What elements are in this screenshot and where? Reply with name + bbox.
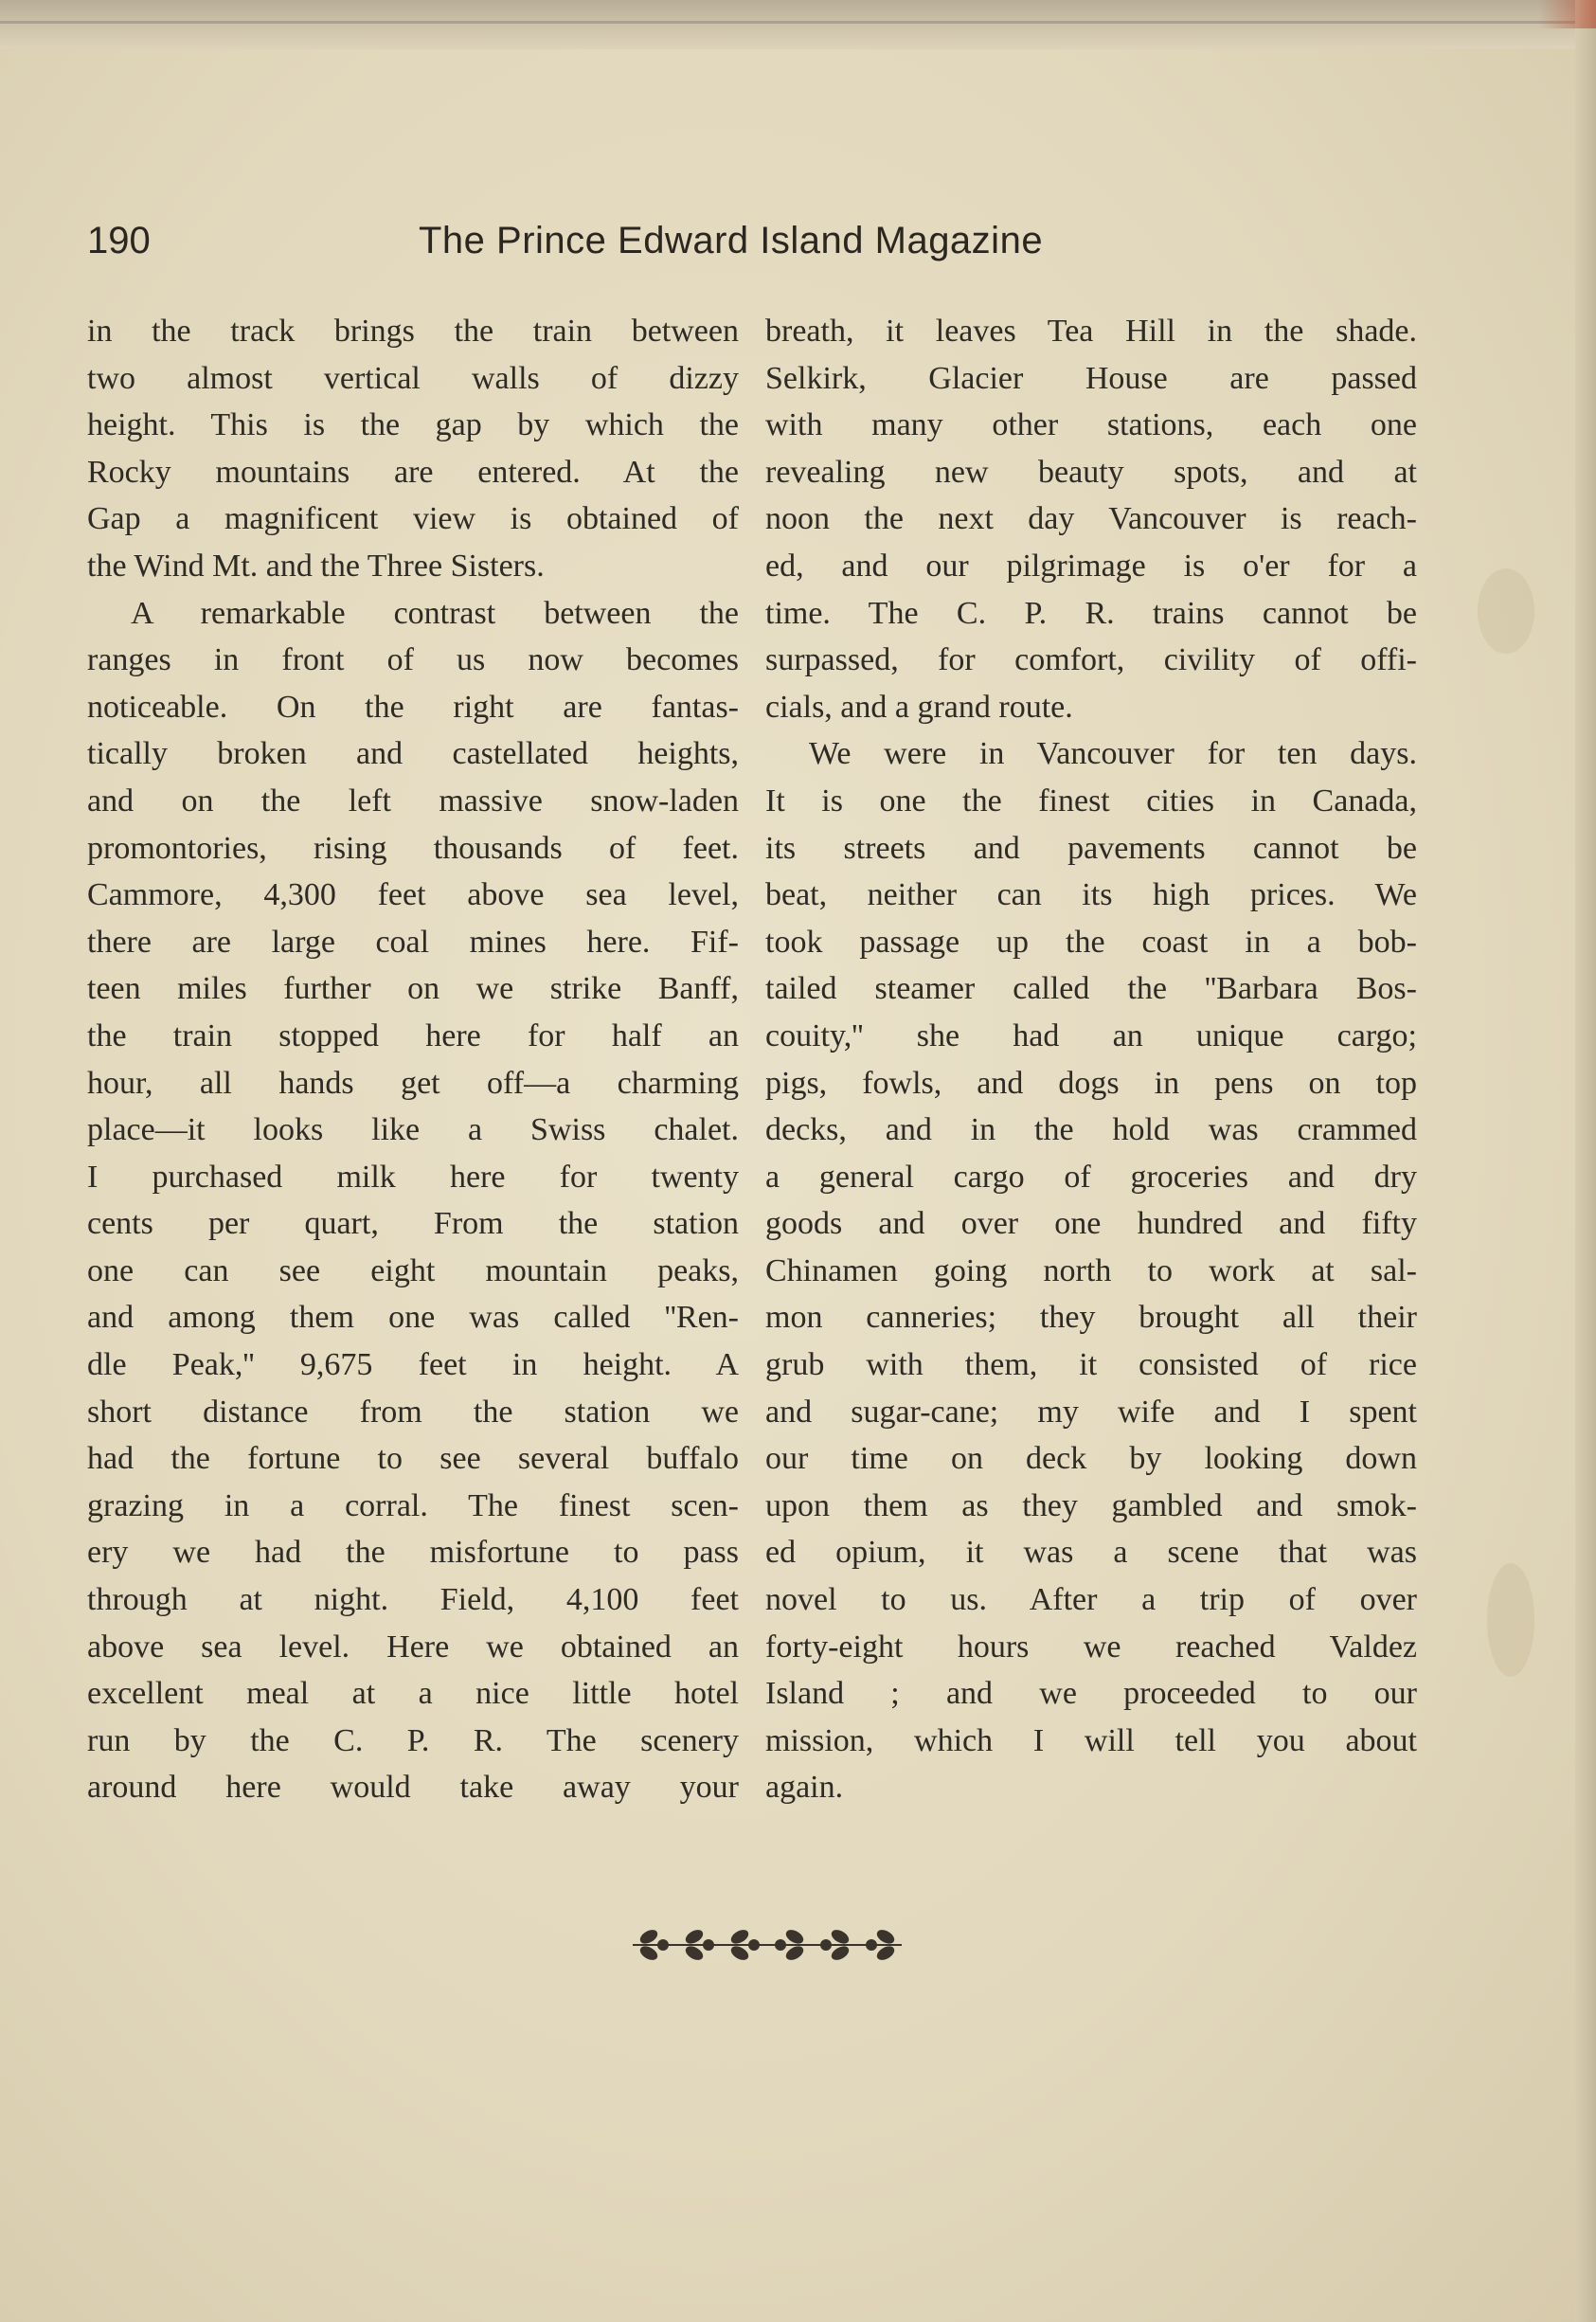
text-line: place—it looks like a Swiss chalet. — [87, 1112, 739, 1148]
text-line: teen miles further on we strike Banff, — [87, 971, 739, 1007]
text-line: ranges in front of us now becomes — [87, 642, 739, 678]
text-line: Selkirk, Glacier House are passed — [765, 360, 1417, 396]
text-line: revealing new beauty spots, and at — [765, 454, 1417, 490]
text-line: time. The C. P. R. trains cannot be — [765, 595, 1417, 631]
text-line: took passage up the coast in a bob- — [765, 924, 1417, 960]
left-column — [87, 308, 739, 1811]
text-line: tically broken and castellated heights, — [87, 736, 739, 772]
text-line: Chinamen going north to work at sal- — [765, 1252, 1417, 1288]
text-line: surpassed, for comfort, civility of offi- — [765, 642, 1417, 678]
page-top-shadow — [0, 0, 1596, 49]
page-number: 190 — [87, 220, 151, 261]
text-line: around here would take away your — [87, 1770, 739, 1806]
text-line: the Wind Mt. and the Three Sisters. — [87, 548, 545, 584]
text-line: promontories, rising thousands of feet. — [87, 830, 739, 866]
foxing-spot — [1487, 1563, 1534, 1677]
text-line: I purchased milk here for twenty — [87, 1159, 739, 1195]
text-line: Gap a magnificent view is obtained of — [87, 501, 739, 537]
page-corner-stain — [1539, 0, 1596, 28]
text-line: Island ; and we proceeded to our — [765, 1676, 1417, 1712]
text-line: A remarkable contrast between the — [131, 595, 739, 631]
text-line: Rocky mountains are entered. At the — [87, 454, 739, 490]
text-line: pigs, fowls, and dogs in pens on top — [765, 1065, 1417, 1101]
text-line: again. — [765, 1770, 844, 1806]
text-line: beat, neither can its high prices. We — [765, 877, 1417, 913]
text-line: above sea level. Here we obtained an — [87, 1629, 739, 1665]
running-head — [87, 220, 1120, 277]
right-column — [765, 308, 1417, 1811]
text-line: noticeable. On the right are fantas- — [87, 689, 739, 725]
text-line: height. This is the gap by which the — [87, 407, 739, 443]
text-line: in the track brings the train between — [87, 314, 739, 349]
text-line: breath, it leaves Tea Hill in the shade. — [765, 314, 1417, 349]
text-line: had the fortune to see several buffalo — [87, 1441, 739, 1477]
text-line: mission, which I will tell you about — [765, 1722, 1417, 1758]
text-line: there are large coal mines here. Fif- — [87, 924, 739, 960]
text-line: grub with them, it consisted of rice — [765, 1347, 1417, 1383]
text-line: It is one the finest cities in Canada, — [765, 783, 1417, 819]
text-line: forty-eight hours we reached Valdez — [765, 1629, 1417, 1665]
text-line: with many other stations, each one — [765, 407, 1417, 443]
foxing-spot — [1478, 568, 1534, 654]
decorative-ornament-icon — [625, 1912, 909, 1978]
text-line: couity,'' she had an unique cargo; — [765, 1017, 1417, 1053]
text-line: the train stopped here for half an — [87, 1017, 739, 1053]
text-line: decks, and in the hold was crammed — [765, 1112, 1417, 1148]
text-line: two almost vertical walls of dizzy — [87, 360, 739, 396]
text-line: one can see eight mountain peaks, — [87, 1252, 739, 1288]
text-line: tailed steamer called the ''Barbara Bos- — [765, 971, 1417, 1007]
text-line: dle Peak,'' 9,675 feet in height. A — [87, 1347, 739, 1383]
text-line: novel to us. After a trip of over — [765, 1582, 1417, 1618]
text-line: goods and over one hundred and fifty — [765, 1206, 1417, 1242]
text-line: and on the left massive snow-laden — [87, 783, 739, 819]
text-line: run by the C. P. R. The scenery — [87, 1722, 739, 1758]
text-line: We were in Vancouver for ten days. — [809, 736, 1417, 772]
text-line: excellent meal at a nice little hotel — [87, 1676, 739, 1712]
text-line: and sugar-cane; my wife and I spent — [765, 1394, 1417, 1430]
text-line: mon canneries; they brought all their — [765, 1300, 1417, 1336]
text-line: its streets and pavements cannot be — [765, 830, 1417, 866]
text-line: ery we had the misfortune to pass — [87, 1535, 739, 1571]
text-line: ed opium, it was a scene that was — [765, 1535, 1417, 1571]
text-line: through at night. Field, 4,100 feet — [87, 1582, 739, 1618]
text-line: hour, all hands get off—a charming — [87, 1065, 739, 1101]
text-line: Cammore, 4,300 feet above sea level, — [87, 877, 739, 913]
text-line: cents per quart, From the station — [87, 1206, 739, 1242]
page-edge — [1575, 0, 1596, 2322]
text-line: cials, and a grand route. — [765, 689, 1073, 725]
text-line: our time on deck by looking down — [765, 1441, 1417, 1477]
text-line: grazing in a corral. The finest scen- — [87, 1487, 739, 1523]
text-line: and among them one was called ''Ren- — [87, 1300, 739, 1336]
text-line: ed, and our pilgrimage is o'er for a — [765, 548, 1417, 584]
text-line: a general cargo of groceries and dry — [765, 1159, 1417, 1195]
running-title: The Prince Edward Island Magazine — [419, 220, 1044, 261]
text-line: short distance from the station we — [87, 1394, 739, 1430]
text-line: noon the next day Vancouver is reach- — [765, 501, 1417, 537]
text-line: upon them as they gambled and smok- — [765, 1487, 1417, 1523]
